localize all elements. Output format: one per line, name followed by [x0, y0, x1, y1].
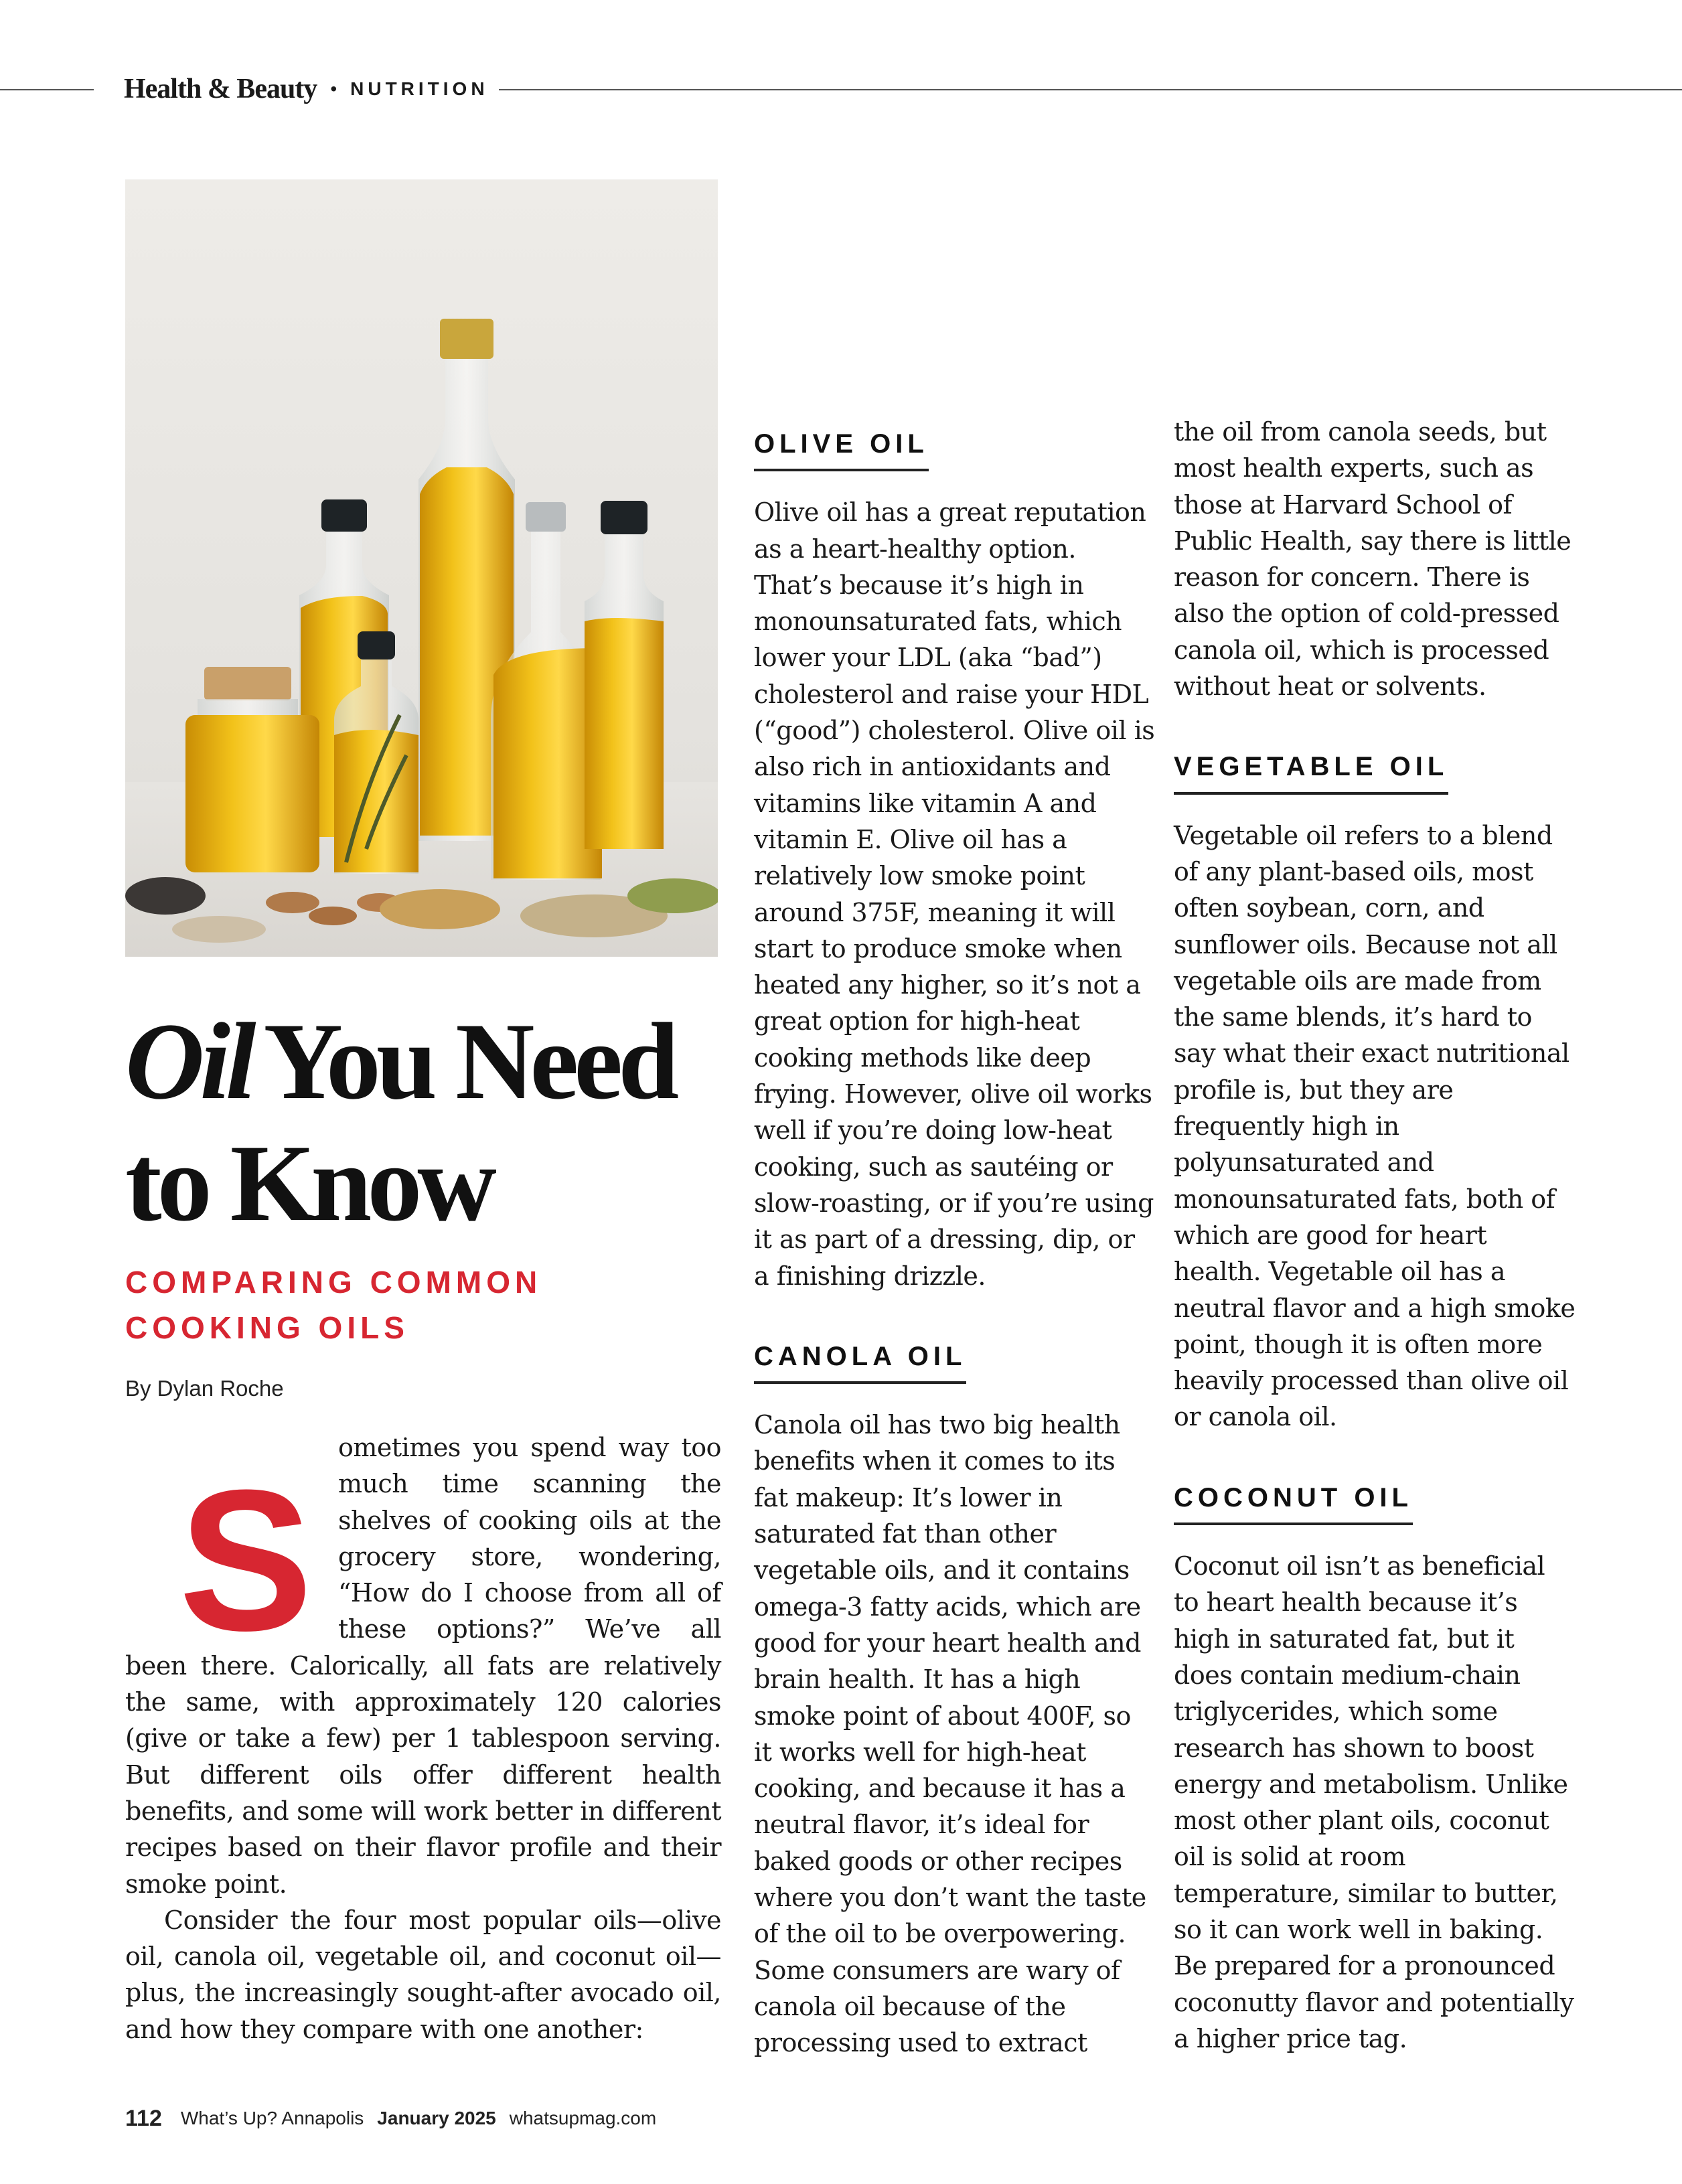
title-line2: to Know [125, 1123, 492, 1244]
subtitle-line1: COMPARING COMMON [125, 1265, 542, 1300]
oil-bottles-illustration [125, 179, 718, 957]
intro-paragraph-2: Consider the four most popular oils—olive oil, canola oil, vegetable oil, and coconut oil—plus, the increasingly sought-after avocado oil, and how they compare with one another: [125, 1905, 721, 2044]
article-title [125, 1001, 728, 1245]
website: whatsupmag.com [509, 2108, 657, 2128]
title-italic-word: Oil [125, 1001, 252, 1122]
olive-oil-heading: OLIVE OIL [754, 426, 929, 471]
publication-name: What’s Up? Annapolis [180, 2108, 364, 2128]
coconut-oil-heading: COCONUT OIL [1174, 1480, 1413, 1525]
page-number: 112 [125, 2105, 162, 2131]
canola-oil-heading: CANOLA OIL [754, 1338, 966, 1384]
middle-column [754, 420, 1156, 2061]
subtitle-line2: COOKING OILS [125, 1310, 409, 1345]
intro-paragraph-1: ometimes you spend way too much time scanning the shelves of cooking oils at the grocery store, wondering, “How do I choose from all of these options?” We’ve all been there. Calorically, all fats are relatively the same, with approximately 120 calories (give or take a few) per 1 tablespoon serving. But different oils offer different health benefits, and some will work better in different recipes based on their flavor profile and their smoke point. [125, 1433, 721, 1899]
section-name: Health & Beauty [124, 74, 317, 104]
byline: By Dylan Roche [125, 1376, 284, 1401]
article-subtitle [125, 1259, 728, 1350]
title-line1-rest: You Need [263, 1001, 675, 1122]
separator-dot: • [330, 78, 337, 99]
right-column [1174, 414, 1576, 2057]
issue-date: January 2025 [377, 2108, 496, 2128]
oil-bottles-photo [125, 179, 718, 957]
drop-cap: S [179, 1448, 313, 1672]
subsection-name: NUTRITION [350, 78, 489, 99]
intro-text [125, 1429, 721, 2047]
olive-oil-text: Olive oil has a great reputation as a heart-healthy option. That’s because it’s high in monounsaturated fats, which lower your LDL (aka “bad”) cholesterol and raise your HDL (“good”) cholesterol. Olive oil is also rich in antioxidants and vitamins like vitamin A and vitamin E. Olive oil has a relatively low smoke point around 375F, meaning it will start to produce smoke when heated any higher, so it’s not a great option for high-heat cooking methods like deep frying. However, olive oil works well if you’re doing low-heat cooking, such as sautéing or slow-roasting, or if you’re using it as part of a dressing, dip, or a finishing drizzle. [754, 497, 1155, 1291]
canola-oil-text: Canola oil has two big health benefits when it comes to its fat makeup: It’s lower in saturated fat than other vegetable oils, and it contains omega-3 fatty acids, which are good for your heart health and brain health. It has a high smoke point of about 400F, so it works well for high-heat cooking, and because it has a neutral flavor, it’s ideal for baked goods or other recipes where you don’t want the taste of the oil to be overpowering. Some consumers are wary of canola oil because of the processing used to extract [754, 1410, 1146, 2058]
vegetable-oil-text: Vegetable oil refers to a blend of any plant-based oils, most often soybean, corn, and sunflower oils. Because not all vegetable oils are made from the same blends, it’s hard to say what their exact nutritional profile is, but they are frequently high in polyunsaturated and monounsaturated fats, both of which are good for heart health. Vegetable oil has a neutral flavor and a high smoke point, though it is often more heavily processed than olive oil or canola oil. [1174, 820, 1576, 1432]
vegetable-oil-heading: VEGETABLE OIL [1174, 749, 1448, 794]
header-rule-left [0, 89, 94, 90]
running-header [124, 69, 489, 109]
page-footer [125, 2102, 656, 2134]
coconut-oil-text: Coconut oil isn’t as beneficial to heart health because it’s high in saturated fat, but it does contain medium-chain triglycerides, which some research has shown to boost energy and metabolism. Unlike most other plant oils, coconut oil is solid at room temperature, similar to butter, so it can work well in baking. Be prepared for a pronounced coconutty flavor and potentially a higher price tag. [1174, 1551, 1574, 2053]
header-rule-right [499, 89, 1682, 90]
canola-oil-text-continued: the oil from canola seeds, but most health experts, such as those at Harvard School of Public Health, say there is little reason for concern. There is also the option of cold-pressed canola oil, which is processed without heat or solvents. [1174, 417, 1572, 702]
